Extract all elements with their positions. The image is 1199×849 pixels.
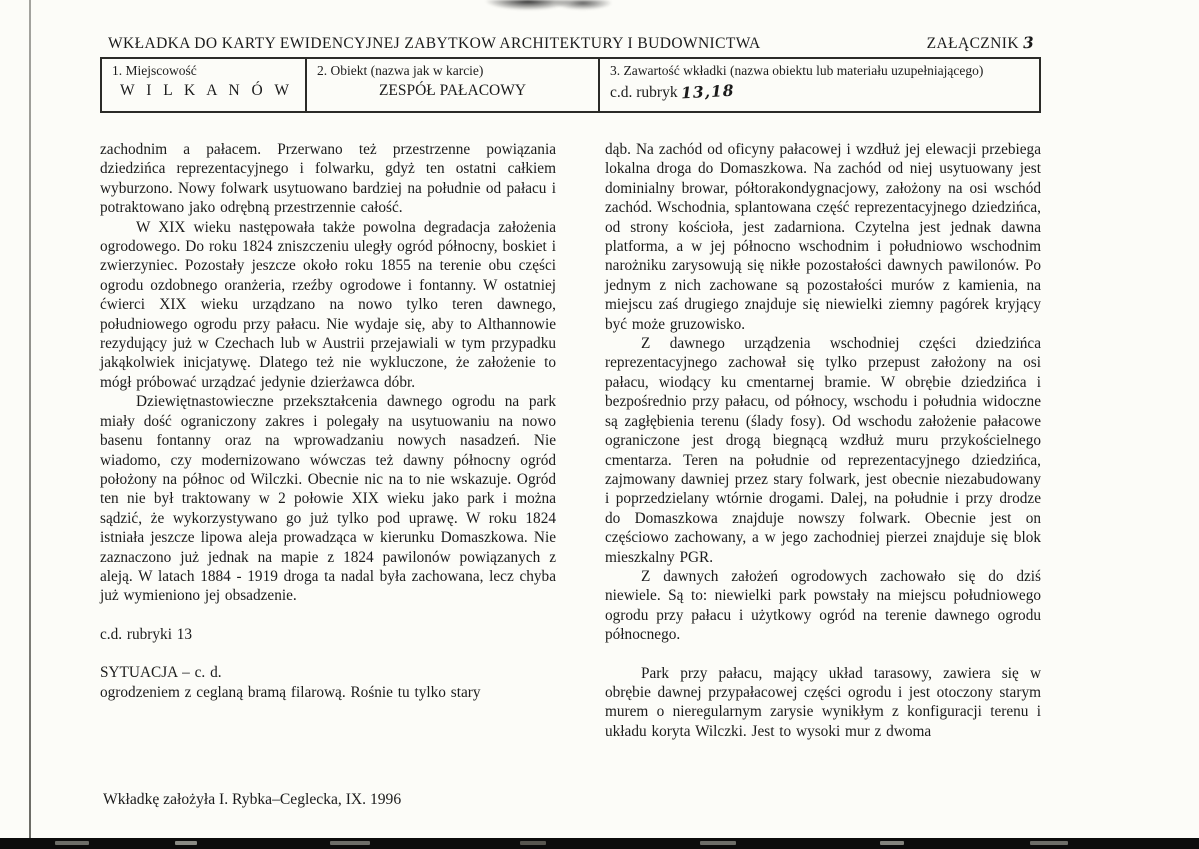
paragraph: zachodnim a pałacem. Przerwano też przestrzenne powiązania dziedzińca reprezentacyjnego i folwarku, gdyż ten ostatni całkiem wyburzono. Nowy folwark usytuowano bardziej na południe od pałacu i potraktowano jako odrębną przestrzennie całość. <box>100 141 556 217</box>
film-edge-mark <box>330 841 370 845</box>
attachment-tag <box>927 33 1037 53</box>
footer-note: Wkładkę założyła I. Rybka–Ceglecka, IX. 1996 <box>103 791 402 808</box>
film-edge-mark <box>1030 841 1068 845</box>
contents-value-typed: c.d. rubryk <box>610 84 678 101</box>
paragraph: Z dawnych założeń ogrodowych zachowało się do dziś niewiele. Są to: niewielki park powstały na miejscu południowego ogrodu przy pałacu i użytkowy ogród na terenie dawnego ogrodu północnego. <box>605 567 1041 644</box>
section-heading-sytuacja: SYTUACJA – c. d. <box>100 664 222 682</box>
paragraph: dąb. Na zachód od oficyny pałacowej i wzdłuż jej elewacji przebiega lokalna droga do Domaszkowa. Na zachód od niej usytuowany jest dominialny browar, półtorakondygnacjowy, założony na osi wschód zachód. Wschodnia, splantowana część reprezentacyjnego dziedzińca, od strony kościoła, jest zadarniona. Czytelna jest jednak dawna platforma, a w jej północno wschodnim i południowo wschodnim narożniku zarysowują się nikłe pozostałości dawnych pawilonów. Po jednym z nich zachowane są pozostałości murów z kamienia, na miejscu zaś drugiego znajduje się niewielki ziemny pagórek kryjący być może gruzowisko. <box>605 141 1041 333</box>
info-cell-contents <box>600 59 1039 111</box>
paragraph: ogrodzeniem z ceglaną bramą filarową. Rośnie tu tylko stary <box>100 683 481 701</box>
contents-field-label: 3. Zawartość wkładki (nazwa obiektu lub materiału uzupełniającego) <box>610 63 984 78</box>
document-header <box>100 33 1041 57</box>
attachment-label: ZAŁĄCZNIK <box>926 35 1019 52</box>
film-edge-mark <box>700 841 736 845</box>
paragraph: Z dawnego urządzenia wschodniej części dziedzińca reprezentacyjnego zachował się tylko przepust założony na osi pałacu, wiodący ku cmentarnej bramie. W obrębie dziedzińca i bezpośrednio przy pałacu, od północy, wschodu i południa widoczne są zagłębienia terenu (ślady fosy). Od wschodu założenie pałacowe ograniczone jest drogą biegnącą wzdłuż muru przykościelnego cmentarza. Teren na południe od reprezentacyjnego dziedzińca, zajmowany dawniej przez stary folwark, jest obecnie niezabudowany i poprzedzielany wtórnie drogami. Dalej, na południe i przy drodze do Domaszkowa znajduje nowszy folwark. Obecnie jest on częściowo zachowany, a w jego zachodniej pierzei znajduje się blok mieszkalny PGR. <box>605 335 1041 566</box>
scan-bottom-strip <box>0 838 1199 849</box>
document-content <box>100 33 1041 741</box>
info-cell-locality <box>102 59 307 111</box>
attachment-number-handwritten: 3 <box>1022 32 1036 53</box>
object-field-value: ZESPÓŁ PAŁACOWY <box>378 82 527 99</box>
right-text-column <box>605 140 1041 741</box>
contents-field-value <box>610 82 1029 102</box>
film-edge-mark <box>880 841 904 845</box>
left-text-column <box>100 140 556 741</box>
film-edge-mark <box>55 841 89 845</box>
scan-edge-line <box>29 0 31 849</box>
locality-field-value: W I L K A N Ó W <box>120 82 293 99</box>
rubric-continuation-note: c.d. rubryki 13 <box>100 625 193 643</box>
paragraph: W XIX wieku następowała także powolna degradacja założenia ogrodowego. Do roku 1824 zniszczeniu uległy ogród północny, boskiet i zwierzyniec. Pozostały jeszcze około roku 1855 na terenie obu części ogrodu ozdobnego oranżeria, rzeźby ogrodowe i fontanny. W ostatniej ćwierci XIX wieku urządzano na nowo tylko teren dawnego, południowego ogrodu przy pałacu. Nie wydaje się, aby to Althannowie rezydujący już w Czechach lub w Austrii przejawiali w tym przypadku jakąkolwiek inicjatywę. Dlatego też nie wykluczone, że założenie to mógł próbować urządzać jedynie dzierżawca dóbr. <box>100 218 556 391</box>
scan-smudge-artifact <box>483 0 613 17</box>
document-title: WKŁADKA DO KARTY EWIDENCYJNEJ ZABYTKOW ARCHITEKTURY I BUDOWNICTWA <box>108 35 761 52</box>
film-edge-mark <box>175 841 197 845</box>
info-table <box>100 57 1041 113</box>
two-column-text-block <box>100 140 1041 741</box>
info-cell-object <box>307 59 600 111</box>
paragraph: Park przy pałacu, mający układ tarasowy, zawiera się w obrębie dawnej przypałacowej części ogrodu i jest otoczony starym murem o nieregularnym zarysie wynikłym z konfiguracji terenu i układu koryta Wilczki. Jest to wysoki mur z dwoma <box>605 664 1041 740</box>
locality-field-label: 1. Miejscowość <box>112 63 197 78</box>
paragraph: Dziewiętnastowieczne przekształcenia dawnego ogrodu na park miały dość ograniczony zakres i polegały na usytuowaniu na nowo basenu fontanny oraz na wprowadzaniu nowych nasadzeń. Nie wiadomo, czy modernizowano wówczas też dawny północny ogród położony na północ od Wilczki. Obecnie nic na to nie wskazuje. Ogród ten nie był traktowany w 2 połowie XIX wieku jako park i można sądzić, że wykorzystywano go już tylko pod uprawę. W roku 1824 istniała jeszcze lipowa aleja prowadząca w kierunku Domaszkowa. Nie zaznaczono już jednak na mapie z 1824 pawilonów powiązanych z aleją. W latach 1884 - 1919 droga ta nadal była zachowana, lecz chyba już wymieniono jej obsadzenie. <box>100 393 556 605</box>
film-edge-mark <box>520 841 546 845</box>
object-field-label: 2. Obiekt (nazwa jak w karcie) <box>317 63 484 78</box>
contents-value-handwritten: 13,18 <box>680 80 736 103</box>
